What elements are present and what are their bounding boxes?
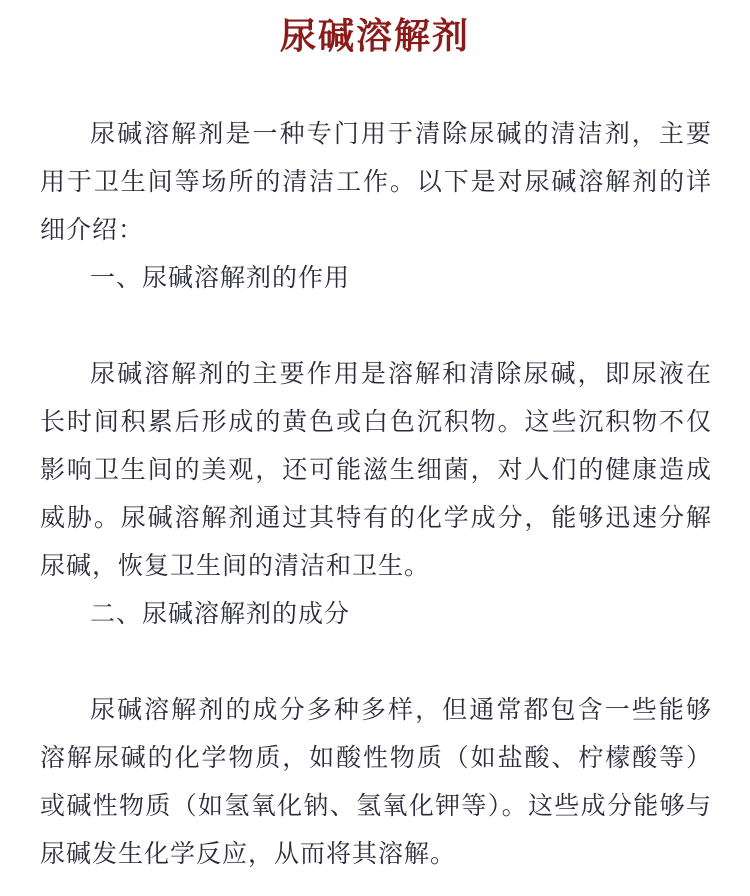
- article-body: [40, 110, 712, 878]
- paragraph-spacer: [40, 302, 712, 350]
- section-body-composition: 尿碱溶解剂的成分多种多样，但通常都包含一些能够溶解尿碱的化学物质，如酸性物质（如盐酸、柠檬酸等）或碱性物质（如氢氧化钠、氢氧化钾等）。这些成分能够与尿碱发生化学反应，从而将其溶解。: [40, 695, 712, 868]
- paragraph-spacer: [40, 638, 712, 686]
- section-body-function: 尿碱溶解剂的主要作用是溶解和清除尿碱，即尿液在长时间积累后形成的黄色或白色沉积物。这些沉积物不仅影响卫生间的美观，还可能滋生细菌，对人们的健康造成威胁。尿碱溶解剂通过其特有的化学成分，能够迅速分解尿碱，恢复卫生间的清洁和卫生。: [40, 359, 712, 580]
- section-heading-function: 一、尿碱溶解剂的作用: [90, 263, 351, 292]
- page-title: 尿碱溶解剂: [279, 15, 470, 57]
- intro-paragraph: 尿碱溶解剂是一种专门用于清除尿碱的清洁剂，主要用于卫生间等场所的清洁工作。以下是对尿碱溶解剂的详细介绍：: [40, 119, 712, 244]
- section-heading-composition: 二、尿碱溶解剂的成分: [90, 599, 351, 628]
